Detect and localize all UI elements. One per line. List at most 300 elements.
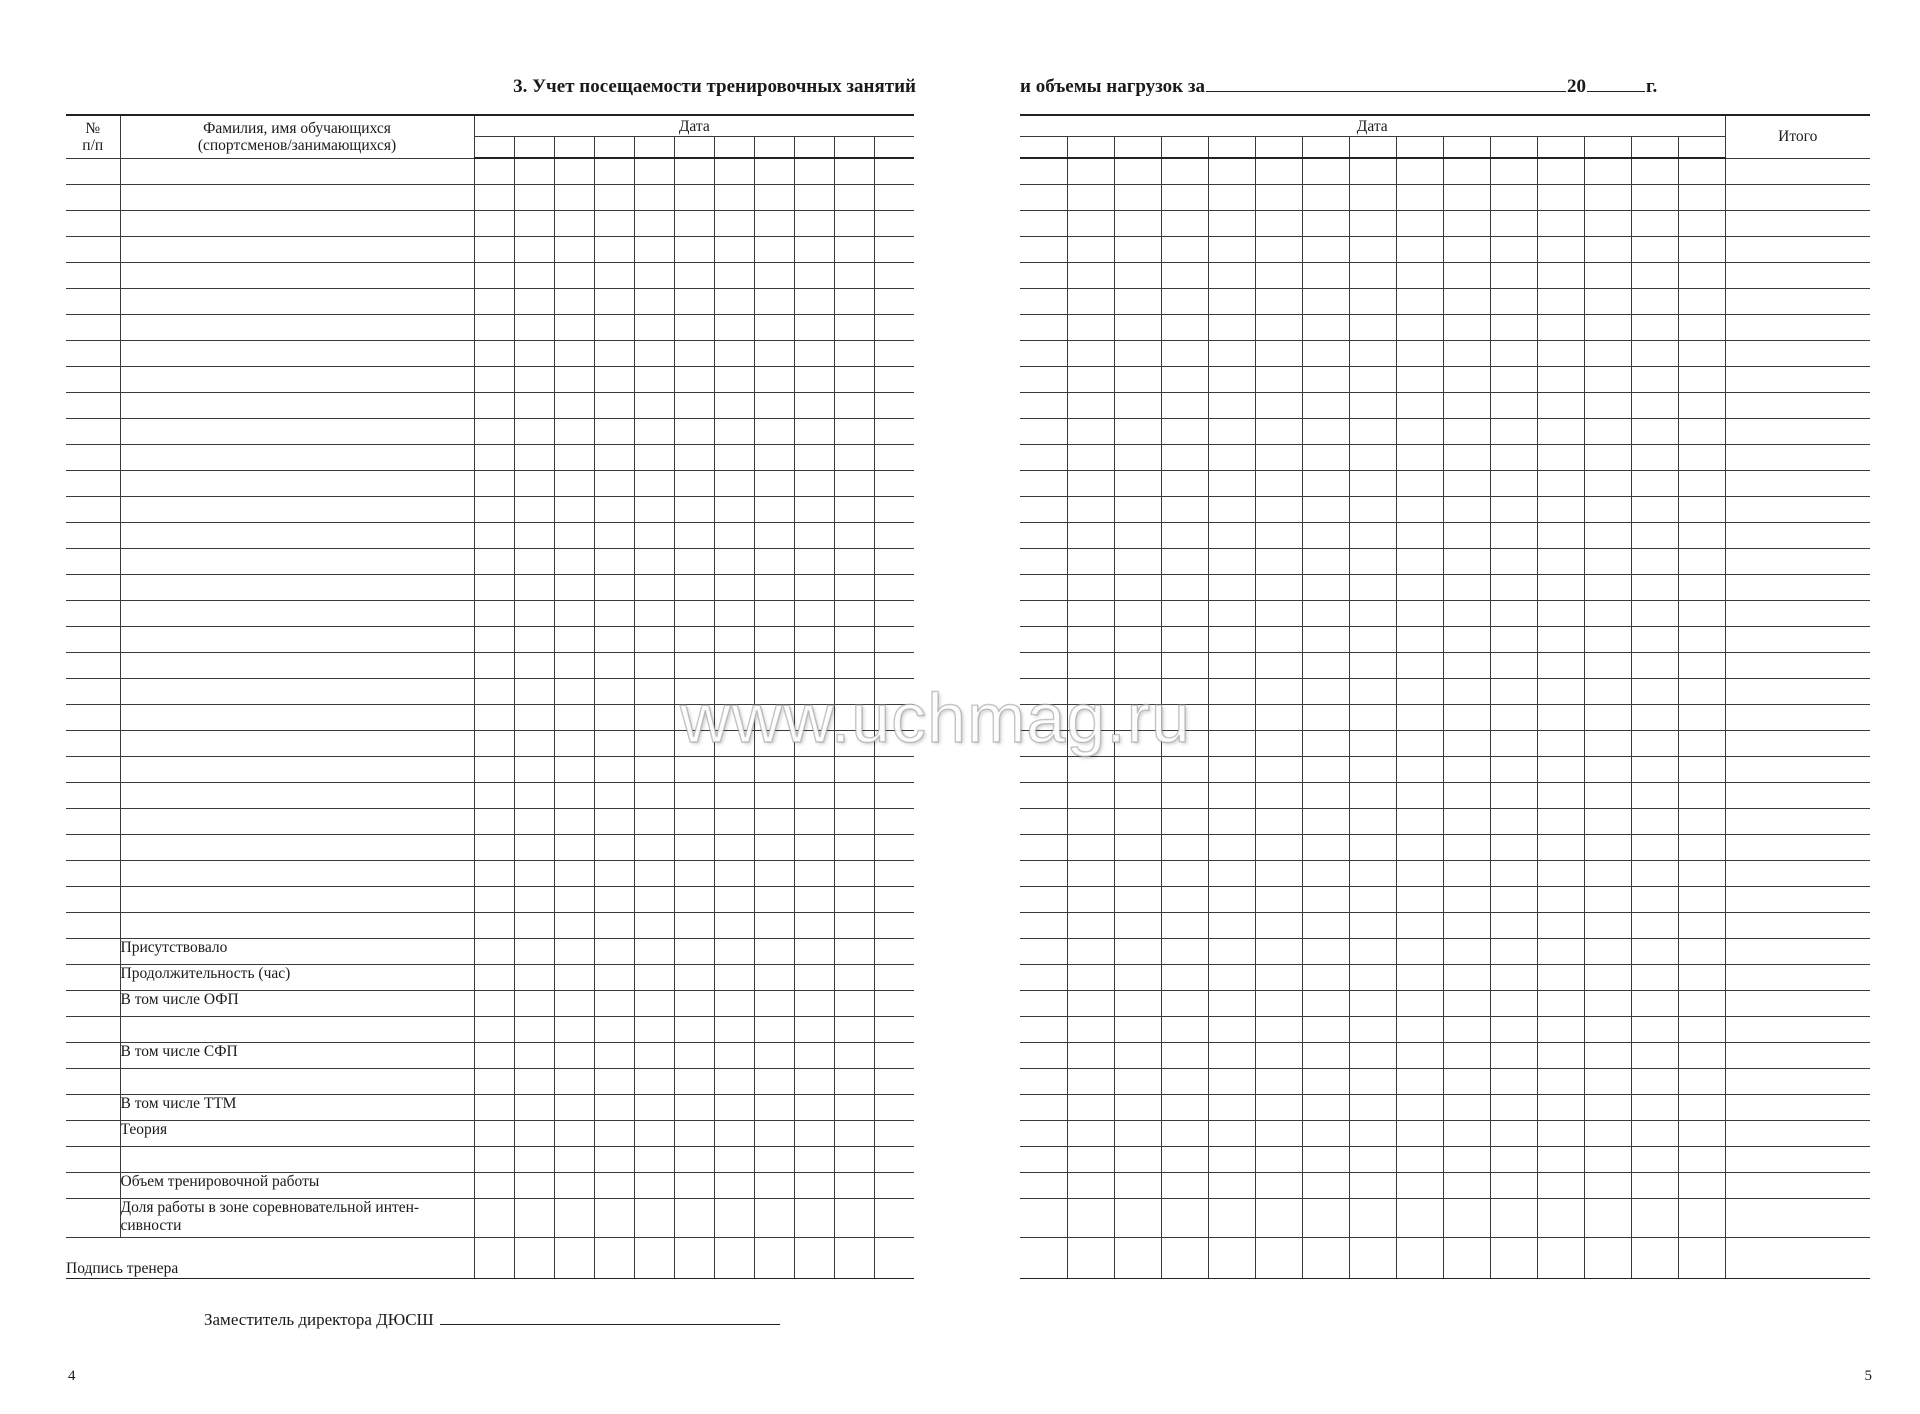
attendance-cell[interactable] — [674, 783, 714, 809]
summary-value-cell[interactable] — [474, 1173, 514, 1199]
load-cell[interactable] — [1631, 341, 1678, 367]
load-cell[interactable] — [1020, 497, 1067, 523]
load-cell[interactable] — [1584, 705, 1631, 731]
load-cell[interactable] — [1443, 731, 1490, 757]
load-cell[interactable] — [1443, 991, 1490, 1017]
load-cell[interactable] — [1208, 237, 1255, 263]
attendance-cell[interactable] — [834, 289, 874, 315]
load-cell[interactable] — [1349, 1173, 1396, 1199]
attendance-cell[interactable] — [514, 497, 554, 523]
attendance-cell[interactable] — [754, 887, 794, 913]
attendance-cell[interactable] — [834, 757, 874, 783]
summary-value-cell[interactable] — [594, 1069, 634, 1095]
total-cell[interactable] — [1725, 731, 1870, 757]
attendance-cell[interactable] — [554, 549, 594, 575]
total-cell[interactable] — [1725, 471, 1870, 497]
load-cell[interactable] — [1678, 523, 1725, 549]
attendance-cell[interactable] — [594, 263, 634, 289]
attendance-cell[interactable] — [754, 341, 794, 367]
attendance-cell[interactable] — [634, 575, 674, 601]
load-cell[interactable] — [1584, 757, 1631, 783]
load-cell[interactable] — [1631, 289, 1678, 315]
load-cell[interactable] — [1302, 393, 1349, 419]
load-cell[interactable] — [1302, 757, 1349, 783]
load-cell[interactable] — [1537, 315, 1584, 341]
row-number-cell[interactable] — [66, 237, 120, 263]
load-cell[interactable] — [1584, 653, 1631, 679]
row-number-cell[interactable] — [66, 887, 120, 913]
load-cell[interactable] — [1631, 705, 1678, 731]
attendance-cell[interactable] — [634, 497, 674, 523]
load-cell[interactable] — [1349, 913, 1396, 939]
summary-value-cell[interactable] — [554, 1095, 594, 1121]
load-cell[interactable] — [1443, 965, 1490, 991]
load-cell[interactable] — [1678, 289, 1725, 315]
attendance-cell[interactable] — [674, 549, 714, 575]
load-cell[interactable] — [1631, 679, 1678, 705]
load-cell[interactable] — [1349, 185, 1396, 211]
summary-value-cell[interactable] — [554, 939, 594, 965]
attendance-cell[interactable] — [674, 419, 714, 445]
summary-value-cell[interactable] — [514, 965, 554, 991]
load-cell[interactable] — [1584, 1121, 1631, 1147]
load-cell[interactable] — [1349, 1199, 1396, 1238]
load-cell[interactable] — [1443, 1199, 1490, 1238]
load-cell[interactable] — [1537, 627, 1584, 653]
summary-value-cell[interactable] — [554, 1017, 594, 1043]
load-cell[interactable] — [1678, 991, 1725, 1017]
attendance-cell[interactable] — [594, 549, 634, 575]
attendance-cell[interactable] — [554, 757, 594, 783]
attendance-cell[interactable] — [634, 158, 674, 185]
load-cell[interactable] — [1631, 731, 1678, 757]
load-cell[interactable] — [1349, 835, 1396, 861]
attendance-cell[interactable] — [474, 913, 514, 939]
attendance-cell[interactable] — [794, 523, 834, 549]
load-cell[interactable] — [1537, 158, 1584, 185]
summary-value-cell[interactable] — [794, 1043, 834, 1069]
attendance-cell[interactable] — [794, 757, 834, 783]
attendance-cell[interactable] — [834, 263, 874, 289]
row-number-cell[interactable] — [66, 549, 120, 575]
load-cell[interactable] — [1443, 1043, 1490, 1069]
trainer-signature-cell[interactable] — [714, 1238, 754, 1279]
total-cell[interactable] — [1725, 913, 1870, 939]
summary-value-cell[interactable] — [794, 1017, 834, 1043]
load-cell[interactable] — [1631, 263, 1678, 289]
summary-value-cell[interactable] — [594, 991, 634, 1017]
load-cell[interactable] — [1302, 1238, 1349, 1279]
load-cell[interactable] — [1255, 965, 1302, 991]
load-cell[interactable] — [1678, 783, 1725, 809]
summary-value-cell[interactable] — [874, 1043, 914, 1069]
load-cell[interactable] — [1443, 1017, 1490, 1043]
trainer-signature-cell[interactable] — [594, 1238, 634, 1279]
attendance-cell[interactable] — [474, 835, 514, 861]
attendance-cell[interactable] — [874, 913, 914, 939]
load-cell[interactable] — [1631, 653, 1678, 679]
attendance-cell[interactable] — [634, 211, 674, 237]
load-cell[interactable] — [1020, 991, 1067, 1017]
summary-value-cell[interactable] — [594, 1173, 634, 1199]
load-cell[interactable] — [1067, 211, 1114, 237]
attendance-cell[interactable] — [794, 887, 834, 913]
attendance-cell[interactable] — [594, 835, 634, 861]
student-name-cell[interactable] — [120, 237, 474, 263]
attendance-cell[interactable] — [874, 497, 914, 523]
attendance-cell[interactable] — [794, 913, 834, 939]
load-cell[interactable] — [1114, 679, 1161, 705]
load-cell[interactable] — [1302, 471, 1349, 497]
date-subcolumn[interactable] — [674, 137, 714, 159]
load-cell[interactable] — [1678, 913, 1725, 939]
load-cell[interactable] — [1396, 1095, 1443, 1121]
load-cell[interactable] — [1443, 1147, 1490, 1173]
load-cell[interactable] — [1302, 1069, 1349, 1095]
load-cell[interactable] — [1161, 289, 1208, 315]
attendance-cell[interactable] — [514, 445, 554, 471]
load-cell[interactable] — [1537, 419, 1584, 445]
attendance-cell[interactable] — [674, 913, 714, 939]
attendance-cell[interactable] — [594, 783, 634, 809]
load-cell[interactable] — [1114, 991, 1161, 1017]
total-cell[interactable] — [1725, 1043, 1870, 1069]
load-cell[interactable] — [1255, 393, 1302, 419]
summary-value-cell[interactable] — [754, 1017, 794, 1043]
attendance-cell[interactable] — [634, 393, 674, 419]
attendance-cell[interactable] — [594, 185, 634, 211]
attendance-cell[interactable] — [714, 705, 754, 731]
attendance-cell[interactable] — [674, 211, 714, 237]
summary-value-cell[interactable] — [514, 991, 554, 1017]
load-cell[interactable] — [1349, 1043, 1396, 1069]
row-number-cell[interactable] — [66, 471, 120, 497]
attendance-cell[interactable] — [554, 497, 594, 523]
load-cell[interactable] — [1255, 887, 1302, 913]
attendance-cell[interactable] — [874, 445, 914, 471]
student-name-cell[interactable] — [120, 861, 474, 887]
load-cell[interactable] — [1302, 861, 1349, 887]
load-cell[interactable] — [1208, 263, 1255, 289]
attendance-cell[interactable] — [554, 237, 594, 263]
load-cell[interactable] — [1114, 211, 1161, 237]
load-cell[interactable] — [1208, 627, 1255, 653]
load-cell[interactable] — [1678, 1238, 1725, 1279]
load-cell[interactable] — [1255, 471, 1302, 497]
load-cell[interactable] — [1302, 913, 1349, 939]
student-name-cell[interactable] — [120, 887, 474, 913]
load-cell[interactable] — [1208, 1095, 1255, 1121]
load-cell[interactable] — [1302, 653, 1349, 679]
load-cell[interactable] — [1443, 757, 1490, 783]
load-cell[interactable] — [1537, 939, 1584, 965]
load-cell[interactable] — [1114, 1069, 1161, 1095]
total-cell[interactable] — [1725, 1069, 1870, 1095]
attendance-cell[interactable] — [514, 211, 554, 237]
load-cell[interactable] — [1396, 679, 1443, 705]
attendance-cell[interactable] — [754, 158, 794, 185]
total-cell[interactable] — [1725, 861, 1870, 887]
load-cell[interactable] — [1020, 627, 1067, 653]
load-cell[interactable] — [1396, 601, 1443, 627]
load-cell[interactable] — [1255, 1069, 1302, 1095]
attendance-cell[interactable] — [514, 315, 554, 341]
load-cell[interactable] — [1584, 627, 1631, 653]
attendance-cell[interactable] — [554, 913, 594, 939]
date-subcolumn[interactable] — [1537, 137, 1584, 159]
load-cell[interactable] — [1067, 835, 1114, 861]
total-cell[interactable] — [1725, 1017, 1870, 1043]
load-cell[interactable] — [1020, 1095, 1067, 1121]
load-cell[interactable] — [1255, 601, 1302, 627]
load-cell[interactable] — [1020, 185, 1067, 211]
load-cell[interactable] — [1067, 289, 1114, 315]
load-cell[interactable] — [1678, 1069, 1725, 1095]
load-cell[interactable] — [1349, 1095, 1396, 1121]
date-subcolumn[interactable] — [714, 137, 754, 159]
load-cell[interactable] — [1302, 705, 1349, 731]
attendance-cell[interactable] — [474, 237, 514, 263]
load-cell[interactable] — [1020, 315, 1067, 341]
row-number-cell[interactable] — [66, 263, 120, 289]
load-cell[interactable] — [1208, 445, 1255, 471]
total-cell[interactable] — [1725, 1173, 1870, 1199]
attendance-cell[interactable] — [594, 601, 634, 627]
load-cell[interactable] — [1396, 835, 1443, 861]
date-subcolumn[interactable] — [1631, 137, 1678, 159]
attendance-cell[interactable] — [874, 601, 914, 627]
load-cell[interactable] — [1584, 393, 1631, 419]
attendance-cell[interactable] — [514, 861, 554, 887]
load-cell[interactable] — [1255, 263, 1302, 289]
attendance-cell[interactable] — [714, 601, 754, 627]
attendance-cell[interactable] — [634, 315, 674, 341]
summary-value-cell[interactable] — [714, 1095, 754, 1121]
attendance-cell[interactable] — [834, 211, 874, 237]
load-cell[interactable] — [1490, 419, 1537, 445]
load-cell[interactable] — [1396, 315, 1443, 341]
load-cell[interactable] — [1302, 939, 1349, 965]
load-cell[interactable] — [1302, 237, 1349, 263]
load-cell[interactable] — [1067, 627, 1114, 653]
total-cell[interactable] — [1725, 341, 1870, 367]
load-cell[interactable] — [1161, 1095, 1208, 1121]
load-cell[interactable] — [1349, 158, 1396, 185]
load-cell[interactable] — [1349, 939, 1396, 965]
attendance-cell[interactable] — [594, 627, 634, 653]
total-cell[interactable] — [1725, 679, 1870, 705]
load-cell[interactable] — [1349, 341, 1396, 367]
total-cell[interactable] — [1725, 237, 1870, 263]
summary-value-cell[interactable] — [514, 1017, 554, 1043]
summary-value-cell[interactable] — [834, 1017, 874, 1043]
load-cell[interactable] — [1443, 211, 1490, 237]
load-cell[interactable] — [1349, 1017, 1396, 1043]
load-cell[interactable] — [1020, 1147, 1067, 1173]
load-cell[interactable] — [1396, 939, 1443, 965]
attendance-cell[interactable] — [714, 289, 754, 315]
load-cell[interactable] — [1067, 1173, 1114, 1199]
date-subcolumn[interactable] — [834, 137, 874, 159]
load-cell[interactable] — [1255, 1199, 1302, 1238]
load-cell[interactable] — [1443, 1173, 1490, 1199]
attendance-cell[interactable] — [754, 263, 794, 289]
attendance-cell[interactable] — [474, 158, 514, 185]
attendance-cell[interactable] — [514, 237, 554, 263]
load-cell[interactable] — [1161, 158, 1208, 185]
load-cell[interactable] — [1490, 991, 1537, 1017]
load-cell[interactable] — [1208, 315, 1255, 341]
trainer-signature-cell[interactable] — [634, 1238, 674, 1279]
load-cell[interactable] — [1678, 497, 1725, 523]
attendance-cell[interactable] — [754, 419, 794, 445]
load-cell[interactable] — [1067, 1069, 1114, 1095]
load-cell[interactable] — [1114, 185, 1161, 211]
load-cell[interactable] — [1396, 991, 1443, 1017]
load-cell[interactable] — [1490, 653, 1537, 679]
attendance-cell[interactable] — [794, 158, 834, 185]
attendance-cell[interactable] — [514, 523, 554, 549]
attendance-cell[interactable] — [874, 627, 914, 653]
row-number-cell[interactable] — [66, 158, 120, 185]
attendance-cell[interactable] — [714, 393, 754, 419]
total-cell[interactable] — [1725, 367, 1870, 393]
load-cell[interactable] — [1255, 939, 1302, 965]
student-name-cell[interactable] — [120, 731, 474, 757]
attendance-cell[interactable] — [874, 185, 914, 211]
load-cell[interactable] — [1678, 1017, 1725, 1043]
attendance-cell[interactable] — [514, 289, 554, 315]
trainer-signature-cell[interactable] — [874, 1238, 914, 1279]
load-cell[interactable] — [1020, 809, 1067, 835]
student-name-cell[interactable] — [120, 653, 474, 679]
load-cell[interactable] — [1255, 549, 1302, 575]
load-cell[interactable] — [1490, 263, 1537, 289]
summary-value-cell[interactable] — [674, 1043, 714, 1069]
load-cell[interactable] — [1631, 575, 1678, 601]
date-subcolumn[interactable] — [1302, 137, 1349, 159]
summary-value-cell[interactable] — [594, 1017, 634, 1043]
load-cell[interactable] — [1208, 575, 1255, 601]
summary-value-cell[interactable] — [594, 1121, 634, 1147]
attendance-cell[interactable] — [634, 627, 674, 653]
load-cell[interactable] — [1161, 523, 1208, 549]
load-cell[interactable] — [1114, 1238, 1161, 1279]
attendance-cell[interactable] — [674, 497, 714, 523]
attendance-cell[interactable] — [834, 445, 874, 471]
load-cell[interactable] — [1584, 289, 1631, 315]
load-cell[interactable] — [1631, 158, 1678, 185]
attendance-cell[interactable] — [634, 289, 674, 315]
attendance-cell[interactable] — [594, 809, 634, 835]
attendance-cell[interactable] — [554, 705, 594, 731]
load-cell[interactable] — [1678, 835, 1725, 861]
load-cell[interactable] — [1490, 835, 1537, 861]
load-cell[interactable] — [1678, 185, 1725, 211]
load-cell[interactable] — [1584, 991, 1631, 1017]
load-cell[interactable] — [1067, 341, 1114, 367]
attendance-cell[interactable] — [834, 185, 874, 211]
attendance-cell[interactable] — [874, 471, 914, 497]
load-cell[interactable] — [1302, 419, 1349, 445]
load-cell[interactable] — [1114, 757, 1161, 783]
attendance-cell[interactable] — [834, 497, 874, 523]
attendance-cell[interactable] — [474, 757, 514, 783]
load-cell[interactable] — [1161, 575, 1208, 601]
load-cell[interactable] — [1349, 1238, 1396, 1279]
load-cell[interactable] — [1490, 601, 1537, 627]
summary-value-cell[interactable] — [834, 1069, 874, 1095]
row-number-cell[interactable] — [66, 627, 120, 653]
trainer-signature-cell[interactable] — [554, 1238, 594, 1279]
summary-value-cell[interactable] — [794, 1147, 834, 1173]
total-cell[interactable] — [1725, 393, 1870, 419]
attendance-cell[interactable] — [634, 445, 674, 471]
load-cell[interactable] — [1020, 731, 1067, 757]
attendance-cell[interactable] — [674, 757, 714, 783]
load-cell[interactable] — [1208, 419, 1255, 445]
load-cell[interactable] — [1349, 315, 1396, 341]
load-cell[interactable] — [1255, 809, 1302, 835]
load-cell[interactable] — [1443, 158, 1490, 185]
load-cell[interactable] — [1020, 913, 1067, 939]
load-cell[interactable] — [1067, 757, 1114, 783]
attendance-cell[interactable] — [634, 887, 674, 913]
load-cell[interactable] — [1443, 1095, 1490, 1121]
load-cell[interactable] — [1208, 341, 1255, 367]
attendance-cell[interactable] — [554, 835, 594, 861]
attendance-cell[interactable] — [834, 705, 874, 731]
load-cell[interactable] — [1678, 653, 1725, 679]
attendance-cell[interactable] — [594, 653, 634, 679]
load-cell[interactable] — [1584, 419, 1631, 445]
load-cell[interactable] — [1302, 1121, 1349, 1147]
attendance-cell[interactable] — [874, 237, 914, 263]
load-cell[interactable] — [1678, 158, 1725, 185]
attendance-cell[interactable] — [794, 367, 834, 393]
load-cell[interactable] — [1020, 653, 1067, 679]
summary-value-cell[interactable] — [594, 1043, 634, 1069]
attendance-cell[interactable] — [754, 471, 794, 497]
load-cell[interactable] — [1631, 549, 1678, 575]
load-cell[interactable] — [1255, 497, 1302, 523]
attendance-cell[interactable] — [834, 861, 874, 887]
attendance-cell[interactable] — [834, 653, 874, 679]
load-cell[interactable] — [1161, 861, 1208, 887]
attendance-cell[interactable] — [874, 575, 914, 601]
trainer-signature-cell[interactable] — [834, 1238, 874, 1279]
attendance-cell[interactable] — [514, 601, 554, 627]
load-cell[interactable] — [1302, 783, 1349, 809]
attendance-cell[interactable] — [474, 601, 514, 627]
attendance-cell[interactable] — [594, 887, 634, 913]
load-cell[interactable] — [1255, 1238, 1302, 1279]
load-cell[interactable] — [1208, 1238, 1255, 1279]
summary-value-cell[interactable] — [514, 1121, 554, 1147]
row-number-cell[interactable] — [66, 185, 120, 211]
load-cell[interactable] — [1537, 523, 1584, 549]
attendance-cell[interactable] — [834, 679, 874, 705]
load-cell[interactable] — [1020, 887, 1067, 913]
attendance-cell[interactable] — [554, 809, 594, 835]
load-cell[interactable] — [1255, 783, 1302, 809]
attendance-cell[interactable] — [754, 445, 794, 471]
trainer-signature-cell[interactable] — [754, 1238, 794, 1279]
attendance-cell[interactable] — [554, 315, 594, 341]
load-cell[interactable] — [1255, 705, 1302, 731]
load-cell[interactable] — [1255, 1043, 1302, 1069]
load-cell[interactable] — [1208, 211, 1255, 237]
